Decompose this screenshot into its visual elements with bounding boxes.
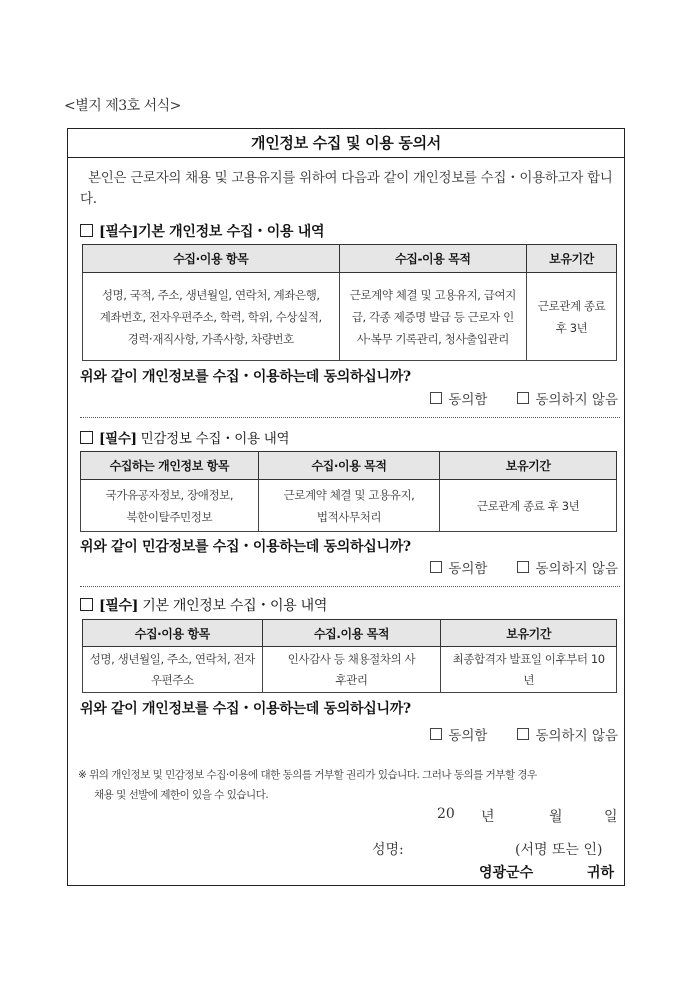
- column-header: 수집하는 개인정보 항목: [81, 452, 259, 480]
- required-tag: [필수]: [99, 431, 137, 447]
- table-cell: 인사감사 등 채용절차의 사후관리: [262, 647, 441, 693]
- checkbox-icon[interactable]: [517, 561, 529, 573]
- section-2-question: 위와 같이 민감정보를 수집・이용하는데 동의하십니까?: [80, 539, 411, 555]
- checkbox-icon: [80, 224, 93, 237]
- date-year-label: 년: [481, 809, 495, 825]
- checkbox-icon[interactable]: [430, 728, 442, 740]
- checkbox-icon[interactable]: [430, 561, 442, 573]
- form-label: <별지 제3호 서식>: [64, 98, 181, 114]
- section-2-heading: [80, 427, 289, 447]
- intro-text: 본인은 근로자의 채용 및 고용유지를 위하여 다음과 같이 개인정보를 수집・이용하고자 합니다.: [80, 170, 613, 207]
- section-1-question: 위와 같이 개인정보를 수집・이용하는데 동의하십니까?: [80, 369, 411, 385]
- table-cell: 최종합격자 발표일 이후부터 10년: [441, 647, 617, 693]
- table-row: [81, 480, 617, 532]
- disagree-option[interactable]: 동의하지 않음: [517, 724, 618, 744]
- table-cell: 국가유공자정보, 장애정보, 북한이탈주민정보: [81, 480, 259, 532]
- disagree-option[interactable]: 동의하지 않음: [517, 388, 618, 408]
- checkbox-icon: [80, 598, 93, 611]
- column-header: 보유기간: [441, 620, 617, 647]
- checkbox-icon[interactable]: [517, 728, 529, 740]
- section-2-answers: [430, 557, 618, 577]
- page-title: 개인정보 수집 및 이용 동의서: [67, 128, 625, 158]
- table-cell: 근로관계 종료 후 3년: [440, 480, 617, 532]
- section-1-table: [82, 244, 617, 361]
- agree-option[interactable]: 동의함: [430, 388, 487, 408]
- agree-option[interactable]: 동의함: [430, 557, 487, 577]
- checkbox-icon[interactable]: [517, 392, 529, 404]
- recipient-suffix: 귀하: [587, 865, 615, 881]
- column-header: 수집.이용 목적: [262, 620, 441, 647]
- column-header: 수집·이용 항목: [83, 620, 263, 647]
- column-header: 수집·이용 항목: [83, 245, 340, 273]
- divider: [80, 417, 620, 418]
- section-3-heading: [80, 595, 327, 615]
- table-cell: 근로계약 체결 및 고용유지, 급여지급, 각종 제증명 발급 등 근로자 인사·복무 기록관리, 청사출입관리: [339, 273, 527, 361]
- notice-line: ※ 위의 개인정보 및 민감정보 수집·이용에 대한 동의를 거부할 권리가 있습니다. 그러나 동의를 거부할 경우: [78, 769, 537, 781]
- checkbox-icon[interactable]: [430, 392, 442, 404]
- table-row: [83, 273, 617, 361]
- section-title: 기본 개인정보 수집・이용 내역: [138, 224, 325, 240]
- table-cell: 성명, 생년월일, 주소, 연락처, 전자우편주소: [83, 647, 263, 693]
- required-tag: [필수]: [99, 598, 139, 614]
- table-cell: 근로관계 종료 후 3년: [527, 273, 617, 361]
- column-header: 수집-이용 목적: [339, 245, 527, 273]
- recipient-name: 영광군수: [479, 865, 534, 881]
- section-title: 기본 개인정보 수집・이용 내역: [142, 598, 328, 614]
- section-1-answers: [430, 388, 618, 408]
- signature-label: 성명:: [372, 842, 404, 858]
- date-year-prefix[interactable]: 20: [437, 806, 455, 822]
- section-3-table: [82, 619, 617, 693]
- disagree-option[interactable]: 동의하지 않음: [517, 557, 618, 577]
- notice-line: 채용 및 선발에 제한이 있을 수 있습니다.: [94, 789, 269, 801]
- notice-text: [78, 765, 623, 805]
- column-header: 보유기간: [440, 452, 617, 480]
- section-2-table: [80, 451, 617, 532]
- date-month-label: 월: [549, 809, 563, 825]
- section-3-answers: [430, 724, 618, 744]
- date-day-label: 일: [604, 809, 618, 825]
- table-cell: 근로계약 체결 및 고용유지, 법적사무처리: [258, 480, 440, 532]
- section-1-heading: [80, 221, 324, 241]
- divider: [80, 586, 620, 587]
- table-row: [83, 647, 617, 693]
- section-3-question: 위와 같이 개인정보를 수집・이용하는데 동의하십니까?: [80, 701, 411, 717]
- signature-hint: (서명 또는 인): [515, 842, 603, 858]
- table-cell: 성명, 국적, 주소, 생년월일, 연락처, 계좌은행, 계좌번호, 전자우편주소, 학력, 학위, 수상실적, 경력·재직사항, 가족사항, 차량번호: [83, 273, 340, 361]
- checkbox-icon: [80, 431, 93, 444]
- column-header: 수집·이용 목적: [258, 452, 440, 480]
- agree-option[interactable]: 동의함: [430, 724, 487, 744]
- required-tag: [필수]: [99, 224, 139, 240]
- section-title: 민감정보 수집・이용 내역: [140, 431, 290, 447]
- column-header: 보유기간: [527, 245, 617, 273]
